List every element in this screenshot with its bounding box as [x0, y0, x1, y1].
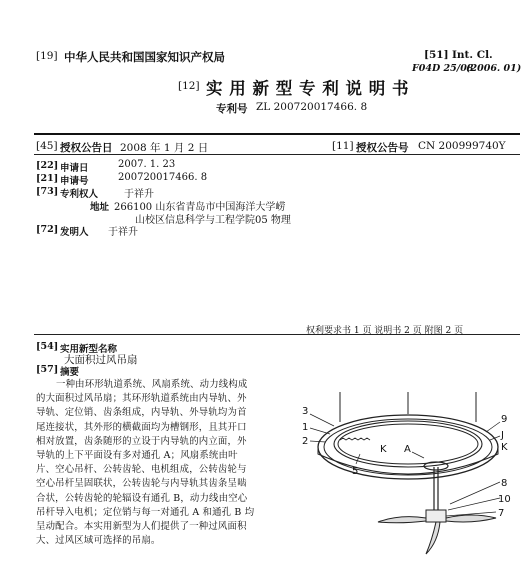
- biblio-label: 申请日: [60, 163, 89, 174]
- figure-label: 10: [498, 494, 511, 505]
- figure-label: 7: [498, 508, 505, 519]
- abstract-line: 合状，公转齿轮的轮辐设有通孔 B，动力线由空心: [36, 492, 248, 504]
- utility-model-title: 大面积过风吊扇: [64, 354, 138, 366]
- abstract-line: 大、过风区域可选择的吊扇。: [36, 535, 161, 547]
- abstract-line: 相对放置，齿条随形的立设于内导轨的内立面，外: [36, 435, 247, 447]
- figure-label: 2: [302, 436, 309, 447]
- announce-date-label: 授权公告日: [60, 142, 113, 154]
- int-cl-code: [51]: [424, 49, 449, 61]
- announce-number-code: [11]: [332, 140, 354, 152]
- abstract-line: 吊杆导入电机；定位销与每一对通孔 A 和通孔 B 均: [36, 506, 255, 518]
- abstract-code: [57]: [36, 364, 59, 375]
- fan-figure: [300, 392, 525, 562]
- abstract-line: 导轨、定位销、齿条组成，内导轨、外导轨均为首: [36, 407, 247, 419]
- figure-label: 5: [352, 466, 359, 477]
- patentee: 于祥升: [124, 189, 154, 200]
- title-code: [54]: [36, 341, 59, 352]
- announce-date-code: [45]: [36, 140, 58, 152]
- figure-label: A: [404, 444, 411, 455]
- claims-rule: [34, 334, 520, 335]
- biblio-label: 申请号: [60, 176, 89, 187]
- fan-blade: [426, 522, 440, 554]
- figure-label: 1: [302, 422, 309, 433]
- header-rule: [34, 133, 520, 135]
- title-label: 实用新型名称: [60, 344, 118, 355]
- biblio-label: 专利权人: [60, 189, 99, 200]
- biblio-code: [22]: [36, 160, 59, 171]
- address-line-1: 266100 山东省青岛市中国海洋大学崂: [114, 202, 286, 213]
- doc-type-code: [12]: [178, 80, 200, 92]
- office-code: [19]: [36, 50, 58, 62]
- announce-rule: [34, 154, 520, 155]
- fan-blade: [446, 515, 496, 522]
- figure-label: 3: [302, 406, 309, 417]
- abstract-line: 导轨的上下平面设有多对通孔 A；风扇系统由叶: [36, 450, 238, 462]
- abstract-line: 片、空心吊杆、公转齿轮、电机组成，公转齿轮与: [36, 464, 247, 476]
- biblio-label: 发明人: [60, 227, 89, 238]
- motor: [426, 510, 446, 522]
- figure-label: K: [380, 444, 387, 455]
- filing-date: 2007. 1. 23: [118, 159, 176, 170]
- patent-no-value: ZL 200720017466. 8: [256, 101, 368, 113]
- abstract-line: 尾连接状，其外形的横截面均为槽钢形，且其开口: [36, 421, 247, 433]
- biblio-code: [72]: [36, 224, 59, 235]
- int-cl-date: (2006. 01): [466, 63, 522, 74]
- doc-type-title: 实 用 新 型 专 利 说 明 书: [206, 79, 409, 98]
- int-cl-value: F04D 25/08: [412, 63, 474, 74]
- int-cl-label: Int. Cl.: [452, 49, 493, 61]
- biblio-label: 地址: [90, 202, 110, 213]
- figure-label: 9: [501, 414, 508, 425]
- figure-label: J: [501, 430, 504, 441]
- fan-blade: [378, 517, 426, 523]
- gear-rack: [340, 438, 370, 440]
- abstract-line: 呈动配合。本实用新型为人们提供了一种过风面积: [36, 521, 247, 533]
- announce-date-value: 2008 年 1 月 2 日: [120, 142, 209, 154]
- figure-label: K: [501, 442, 508, 453]
- address-line-2: 山校区信息科学与工程学院05 物理: [135, 215, 291, 226]
- figure-label: 8: [501, 478, 508, 489]
- inventor: 于祥升: [108, 227, 138, 238]
- abstract-line: 一种由环形轨道系统、风扇系统、动力线构成: [56, 379, 248, 390]
- patent-no-label: 专利号: [216, 103, 248, 115]
- application-number: 200720017466. 8: [118, 172, 208, 183]
- office-name: 中华人民共和国国家知识产权局: [64, 50, 225, 64]
- announce-number-label: 授权公告号: [356, 142, 409, 154]
- abstract-line: 的大面积过风吊扇；其环形轨道系统由内导轨、外: [36, 393, 247, 405]
- abstract-text: [36, 378, 294, 548]
- claims-note: 权利要求书 1 页 说明书 2 页 附图 2 页: [306, 326, 464, 336]
- biblio-code: [73]: [36, 186, 59, 197]
- abstract-line: 空心吊杆呈固联状，公转齿轮与内导轨其齿条呈啮: [36, 478, 247, 490]
- biblio-code: [21]: [36, 173, 59, 184]
- abstract-label: 摘要: [60, 367, 80, 378]
- announce-number-value: CN 200999740Y: [418, 140, 506, 152]
